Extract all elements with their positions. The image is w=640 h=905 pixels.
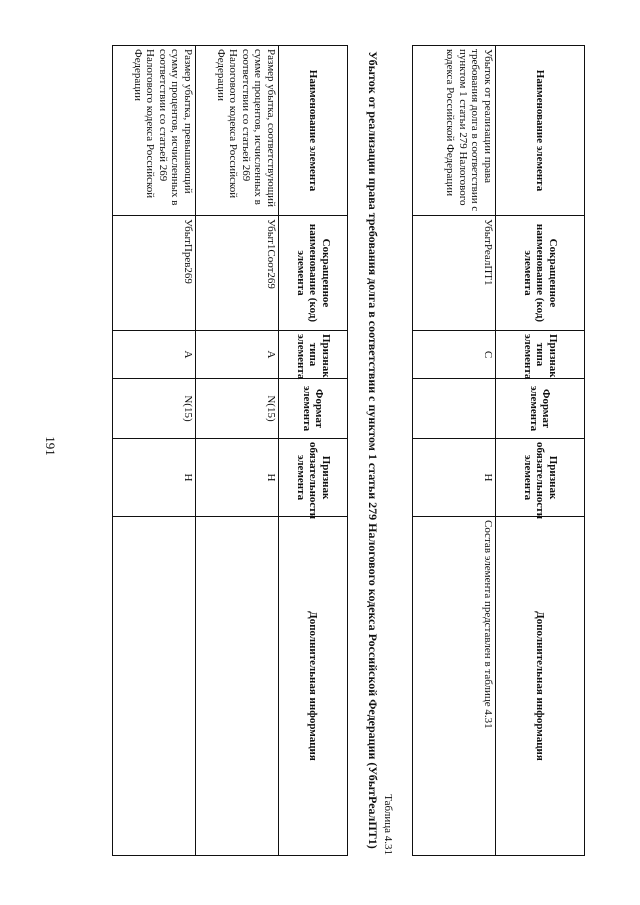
cell-code: Убыт1Соот269 <box>196 216 279 331</box>
cell-info <box>196 517 279 856</box>
cell-code: УбытРеалПТ1 <box>413 216 496 331</box>
header-format: Формат элемента <box>279 379 348 439</box>
cell-info: Состав элемента представлен в таблице 4.31 <box>413 517 496 856</box>
cell-type: А <box>196 331 279 379</box>
cell-mandatory: Н <box>413 439 496 517</box>
header-type: Признак типа элемента <box>279 331 348 379</box>
page-number: 191 <box>43 436 58 456</box>
table-header-row <box>279 46 348 856</box>
table-caption: Таблица 4.31 <box>382 794 394 855</box>
cell-format: N(15) <box>196 379 279 439</box>
table-row <box>196 46 279 856</box>
table-header-row <box>496 46 585 856</box>
header-mandatory: Признак обязательности элемента <box>279 439 348 517</box>
header-info: Дополнительная информация <box>279 517 348 856</box>
cell-name: Размер убытка, соответствующий сумме процентов, исчисленных в соответствии со статьей 269 Налогового кодекса Российской Федерации <box>196 46 279 216</box>
cell-name: Убыток от реализации права требования долга в соответствии с пунктом 1 статьи 279 Налогового кодекса Российской Федерации <box>413 46 496 216</box>
header-format: Формат элемента <box>496 379 585 439</box>
header-code: Сокращенное наименование (код) элемента <box>496 216 585 331</box>
cell-format: N(15) <box>113 379 196 439</box>
table-element-composition <box>412 45 585 856</box>
header-type: Признак типа элемента <box>496 331 585 379</box>
table-row <box>113 46 196 856</box>
cell-type: А <box>113 331 196 379</box>
cell-type: С <box>413 331 496 379</box>
header-name: Наименование элемента <box>279 46 348 216</box>
table-4-31 <box>112 45 348 856</box>
header-mandatory: Признак обязательности элемента <box>496 439 585 517</box>
cell-name: Размер убытка, превышающий сумму процентов, исчисленных в соответствии со статьей 269 Налогового кодекса Российской Федерации <box>113 46 196 216</box>
table-title: Убыток от реализации права требования долга в соответствии с пунктом 1 статьи 279 Налогового кодекса Российской Федерации (УбытРеалПТ1) <box>366 51 380 849</box>
header-info: Дополнительная информация <box>496 517 585 856</box>
cell-info <box>113 517 196 856</box>
cell-format <box>413 379 496 439</box>
header-code: Сокращенное наименование (код) элемента <box>279 216 348 331</box>
cell-mandatory: Н <box>113 439 196 517</box>
table-row <box>413 46 496 856</box>
cell-mandatory: Н <box>196 439 279 517</box>
cell-code: УбытПрев269 <box>113 216 196 331</box>
rotated-content <box>85 45 585 855</box>
header-name: Наименование элемента <box>496 46 585 216</box>
